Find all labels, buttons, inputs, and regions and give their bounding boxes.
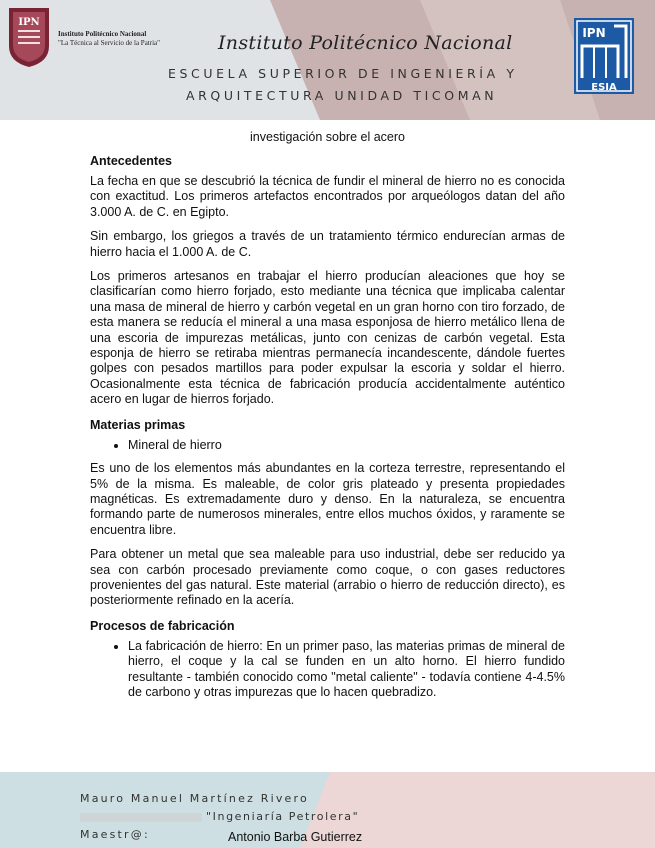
ipn-shield-text: IPN	[18, 17, 40, 28]
institute-small-name	[58, 30, 160, 48]
ipn-shield-logo	[6, 6, 52, 68]
heading-antecedentes: Antecedentes	[90, 154, 172, 168]
institute-small-motto: "La Técnica al Servicio de la Patria"	[58, 39, 160, 47]
teacher-label: Maestr@:	[80, 828, 150, 841]
heading-procesos: Procesos de fabricación	[90, 618, 235, 633]
document-body	[90, 120, 565, 708]
institute-small-name-line: Instituto Politécnico Nacional	[58, 30, 147, 38]
esia-logo-ipn-text: IPN	[582, 26, 606, 40]
document-title: investigación sobre el acero	[250, 130, 405, 144]
page-footer	[0, 772, 655, 848]
author-name: Mauro Manuel Martínez Rivero	[80, 792, 309, 805]
school-name-line-1: ESCUELA SUPERIOR DE INGENIERÍA Y	[168, 66, 518, 81]
paragraph-materias-2: Para obtener un metal que sea maleable para uso industrial, debe ser reducido ya sea con carbón procesado previamente como coque, o con gases reductores provenientes del gas natural. Este material (arrabio o hierro de reducción directo), es posteriormente refinado en la acería.	[90, 547, 565, 608]
list-item-fabricacion-hierro: • La fabricación de hierro: En un primer paso, las materias primas de mineral de hierro, el coque y la cal se funden en un alto horno. El hierro fundido resultante - también conocido como "metal caliente" - todavía contiene 4-4.5% de carbono y otras impurezas que lo hacen quebradizo.	[128, 639, 565, 701]
career-name: "Ingeniaría Petrolera"	[206, 810, 360, 823]
paragraph-antecedentes-1: La fecha en que se descubrió la técnica de fundir el mineral de hierro no es conocida con exactitud. Los primeros artefactos encontrados por arqueólogos datan del año 3.000 A. de C. en Egipto.	[90, 174, 565, 219]
paragraph-antecedentes-2: Sin embargo, los griegos a través de un tratamiento térmico endurecían armas de hierro hacia el 1.000 A. de C.	[90, 229, 565, 259]
institute-title: Instituto Politécnico Nacional	[218, 32, 513, 54]
list-procesos	[90, 639, 565, 701]
esia-logo-esia-text: ESIA	[591, 82, 617, 93]
heading-materias-primas: Materias primas	[90, 417, 186, 432]
paragraph-materias-1: Es uno de los elementos más abundantes en la corteza terrestre, representando el 5% de la misma. Es maleable, de color gris plateado y presenta propiedades magnéticas. Es extremadamente duro y denso. En la naturaleza, se encuentra formando parte de numerosos minerales, entre ellos muchos óxidos, y raramente se encuentra libre.	[90, 461, 565, 537]
list-item-mineral-de-hierro: • Mineral de hierro	[128, 438, 565, 453]
esia-logo	[574, 18, 634, 94]
teacher-name: Antonio Barba Gutierrez	[228, 830, 363, 844]
paragraph-antecedentes-3: Los primeros artesanos en trabajar el hierro producían aleaciones que hoy se clasificarían como hierro forjado, esto mediante una técnica que implicaba calentar una masa de mineral de hierro y carbón vegetal en un gran horno con tiro forzado, de esta manera se reducía el mineral a una masa esponjosa de hierro metálico llena de una escoria de impurezas metálicas, junto con cenizas de carbón vegetal. Esta esponja de hierro se retiraba mientras permanecía incandescente, dándole fuertes golpes con pesados martillos para poder expulsar la escoria y soldar el hierro. Ocasionalmente esta técnica de fabricación producía accidentalmente auténtico acero en lugar de hierros forjado.	[90, 269, 565, 407]
school-name-line-2: ARQUITECTURA UNIDAD TICOMAN	[186, 88, 498, 103]
career-line	[80, 810, 359, 823]
list-materias-primas	[90, 438, 565, 453]
page-header	[0, 0, 655, 120]
redaction-mark	[80, 813, 202, 822]
